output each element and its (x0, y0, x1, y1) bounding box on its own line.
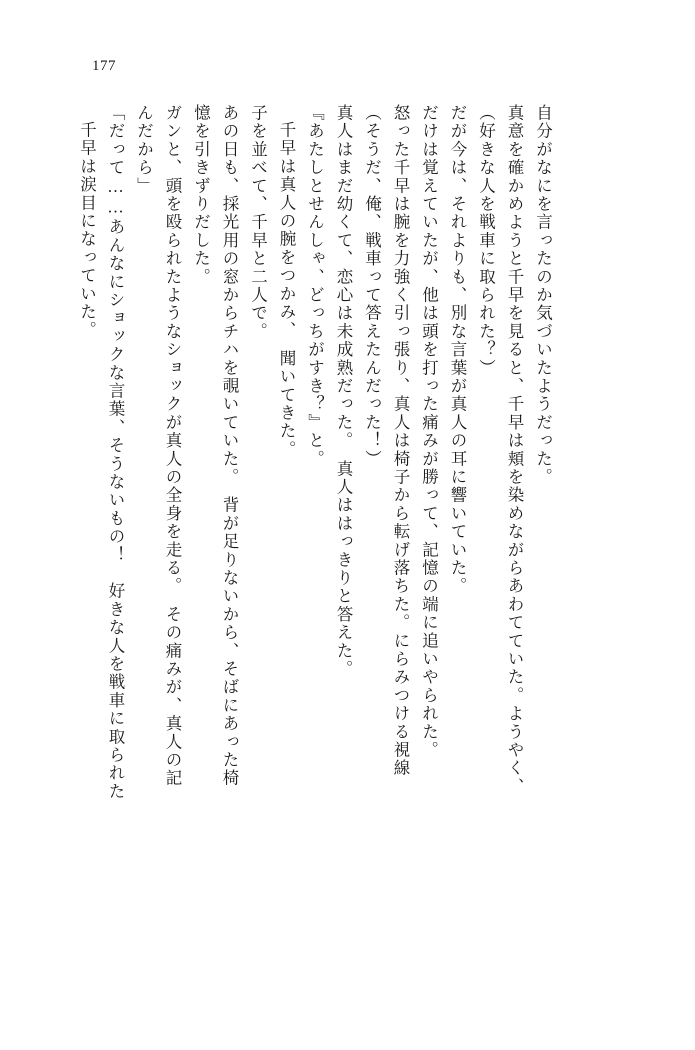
text-column: 憶を引きずりだした。 (191, 104, 211, 286)
text-column: 千早は涙目になっていた。 (77, 121, 97, 340)
text-column: ガンと、頭を殴られたようなショックが真人の全身を走る。 その痛みが、真人の記 (163, 104, 182, 788)
text-column: んだから」 (134, 104, 154, 195)
text-column: 子を並べて、千早と二人で。 (248, 104, 268, 341)
vertical-text-block (72, 104, 617, 984)
text-column: だけは覚えていたが、他は頭を打った痛みが勝って、記憶の端に追いやられた。 (419, 104, 439, 760)
text-column: 自分がなにを言ったのか気づいたようだった。 (533, 104, 553, 487)
text-column: だが今は、それよりも、別な言葉が真人の耳に響いていた。 (448, 104, 467, 596)
text-column: 怒った千早は腕を力強く引っ張り、真人は椅子から転げ落ちた。にらみつける視線 (391, 104, 410, 778)
text-column: 「だって……あんなにショックな言葉、そうないもの！ 好きな人を戦車に取られた (106, 104, 125, 801)
page-number: 177 (92, 58, 116, 74)
text-column: 千早は真人の腕をつかみ、 聞いてきた。 (277, 121, 296, 459)
text-column: 真意を確かめようと千早を見ると、千早は頬を染めながらあわてていた。ようやく、 (505, 104, 524, 796)
text-column: 『あたしとせんしゃ、どっちがすき？』と。 (305, 104, 325, 468)
text-column: （そうだ、俺、戦車って答えたんだった！） (362, 104, 382, 468)
text-column: （好きな人を戦車に取られた？） (476, 104, 496, 377)
text-column: 真人はまだ幼くて、恋心は未成熟だった。 真人ははっきりと答えた。 (334, 104, 353, 679)
text-column: あの日も、採光用の窓からチハを覗いていた。 背が足りないから、そばにあった椅 (220, 104, 239, 788)
